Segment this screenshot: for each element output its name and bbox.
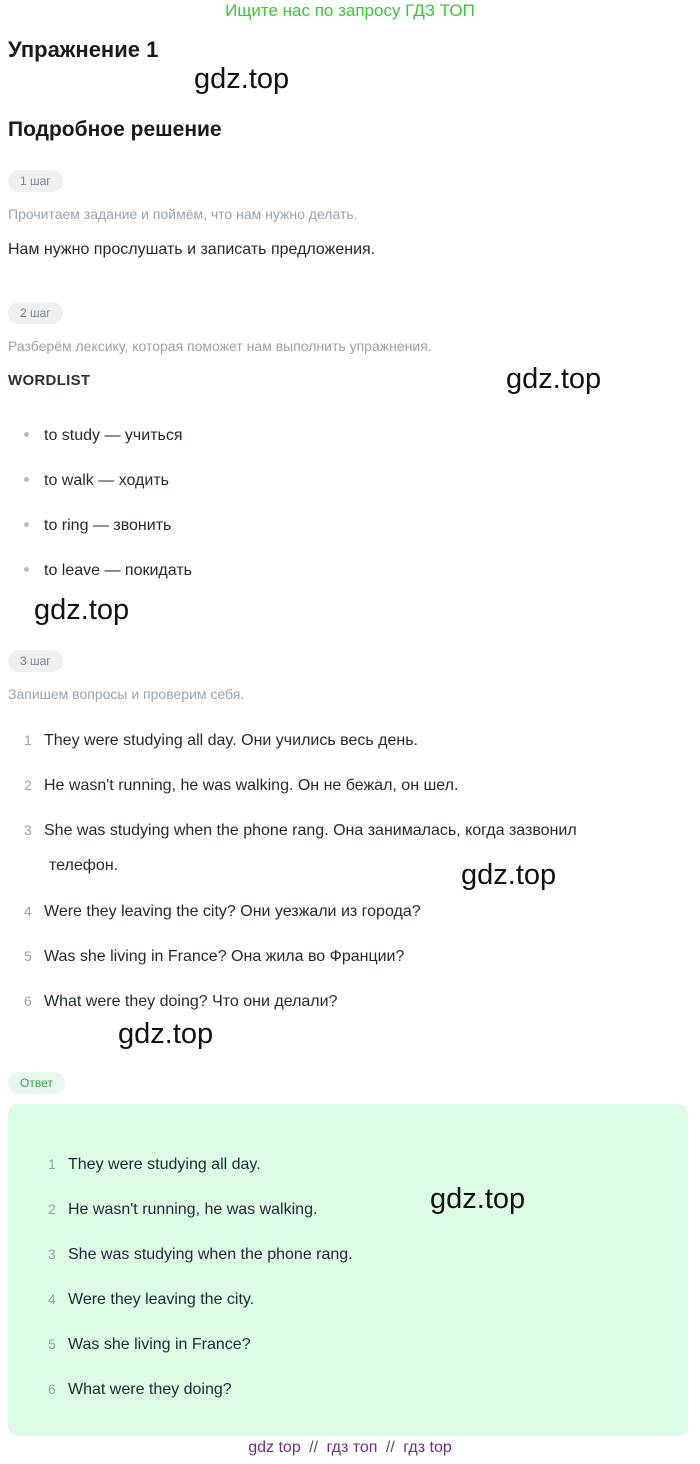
item-text: She was studying when the phone rang. bbox=[68, 1246, 353, 1263]
item-number: 3 bbox=[24, 822, 32, 838]
step-badge: 3 шаг bbox=[8, 650, 63, 672]
item-text: What were they doing? bbox=[68, 1381, 232, 1398]
wordlist-item bbox=[24, 515, 171, 537]
wordlist-item-text: to study — учиться bbox=[44, 427, 183, 444]
item-text: What were they doing? Что они делали? bbox=[44, 993, 338, 1010]
watermark: gdz.top bbox=[118, 1018, 214, 1050]
bullet-icon bbox=[24, 432, 29, 437]
step-hint: Запишем вопросы и проверим себя. bbox=[8, 686, 245, 702]
bullet-icon bbox=[24, 477, 29, 482]
wordlist-item-text: to ring — звонить bbox=[44, 517, 172, 534]
numbered-item bbox=[24, 990, 337, 1013]
numbered-item bbox=[24, 900, 421, 923]
item-number: 4 bbox=[48, 1291, 56, 1307]
item-number: 6 bbox=[24, 993, 32, 1009]
item-number: 5 bbox=[24, 948, 32, 964]
watermark: gdz.top bbox=[34, 594, 130, 626]
item-number: 2 bbox=[48, 1201, 56, 1217]
step-hint: Разберём лексику, которая поможет нам выполнить упражнения. bbox=[8, 338, 432, 354]
item-number: 4 bbox=[24, 903, 32, 919]
bullet-icon bbox=[24, 567, 29, 572]
search-hint-banner: Ищите нас по запросу ГДЗ ТОП bbox=[225, 1, 475, 20]
numbered-item bbox=[24, 819, 577, 842]
footer-link-gdz-top-ru[interactable]: гдз топ bbox=[326, 1439, 378, 1456]
step-text: Нам нужно прослушать и записать предложения. bbox=[8, 241, 376, 258]
answer-item bbox=[48, 1333, 251, 1356]
answer-item bbox=[48, 1378, 232, 1401]
item-text: Were they leaving the city? Они уезжали из города? bbox=[44, 903, 421, 920]
footer-links bbox=[0, 1437, 700, 1459]
item-text: They were studying all day. bbox=[68, 1156, 261, 1173]
item-text: She was studying when the phone rang. Она занималась, когда зазвонил bbox=[44, 822, 577, 839]
item-number: 3 bbox=[48, 1246, 56, 1262]
wordlist-item bbox=[24, 470, 169, 492]
bullet-icon bbox=[24, 522, 29, 527]
answer-item bbox=[48, 1198, 317, 1221]
wordlist-item bbox=[24, 560, 192, 582]
answer-item bbox=[48, 1243, 353, 1266]
item-number: 5 bbox=[48, 1336, 56, 1352]
answer-item bbox=[48, 1288, 254, 1311]
answer-item bbox=[48, 1153, 261, 1176]
watermark: gdz.top bbox=[461, 859, 557, 891]
watermark: gdz.top bbox=[194, 63, 290, 95]
item-text: They were studying all day. Они учились весь день. bbox=[44, 732, 418, 749]
item-text: Was she living in France? bbox=[68, 1336, 251, 1353]
answer-badge: Ответ bbox=[8, 1072, 65, 1094]
wordlist-item-text: to walk — ходить bbox=[44, 472, 169, 489]
footer-separator: // bbox=[385, 1439, 395, 1456]
step-badge: 1 шаг bbox=[8, 170, 63, 192]
item-number: 6 bbox=[48, 1381, 56, 1397]
wordlist-item-text: to leave — покидать bbox=[44, 562, 192, 579]
page-title: Упражнение 1 bbox=[8, 37, 159, 62]
item-text: He wasn't running, he was walking. bbox=[68, 1201, 318, 1218]
wordlist-item bbox=[24, 425, 183, 447]
wordlist-title: WORDLIST bbox=[8, 372, 91, 389]
watermark: gdz.top bbox=[506, 363, 602, 395]
item-text: Were they leaving the city. bbox=[68, 1291, 255, 1308]
numbered-item bbox=[24, 945, 404, 968]
item-number: 1 bbox=[48, 1156, 56, 1172]
numbered-item bbox=[24, 729, 418, 752]
footer-separator: // bbox=[309, 1439, 319, 1456]
footer-link-gdz-top[interactable]: gdz top bbox=[248, 1439, 301, 1456]
numbered-item bbox=[24, 774, 458, 797]
watermark: gdz.top bbox=[430, 1183, 526, 1215]
item-text: Was she living in France? Она жила во Франции? bbox=[44, 948, 405, 965]
footer-link-gdz-top-mixed[interactable]: гдз top bbox=[403, 1439, 452, 1456]
section-title: Подробное решение bbox=[8, 118, 222, 141]
step-hint: Прочитаем задание и поймём, что нам нужно делать. bbox=[8, 206, 358, 222]
item-number: 2 bbox=[24, 777, 32, 793]
item-text: He wasn't running, he was walking. Он не бежал, он шел. bbox=[44, 777, 459, 794]
step-badge: 2 шаг bbox=[8, 302, 63, 324]
item-number: 1 bbox=[24, 732, 32, 748]
item-text-continuation: телефон. bbox=[49, 857, 119, 874]
